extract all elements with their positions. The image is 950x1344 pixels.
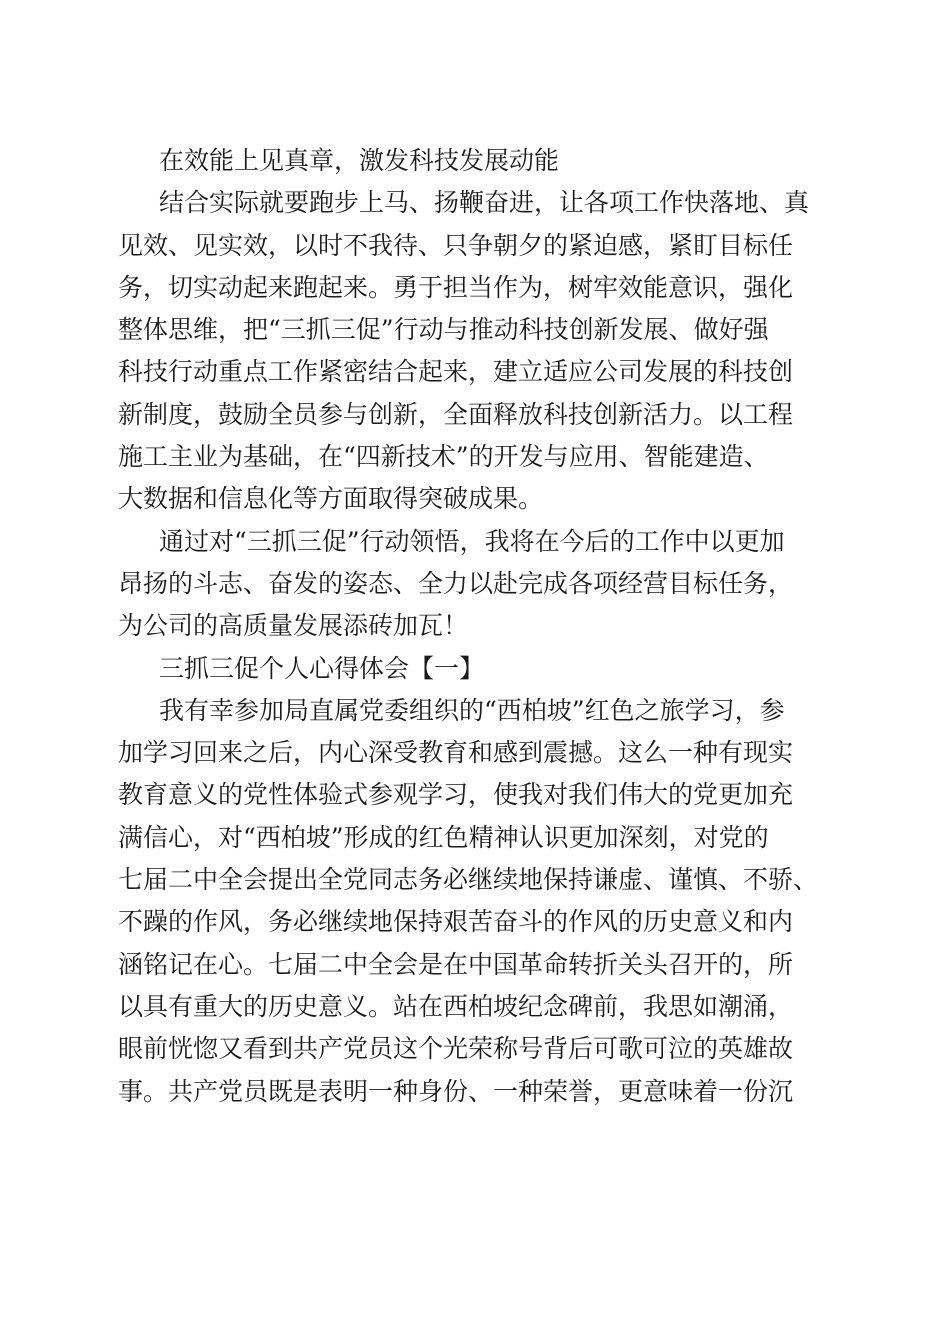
section-heading: 在效能上见真章，激发科技发展动能 — [159, 146, 560, 175]
paragraph-line: 眼前恍惚又看到共产党员这个光荣称号背后可歌可泣的英雄故 — [118, 1034, 794, 1064]
paragraph-line: 为公司的高质量发展添砖加瓦！ — [118, 611, 469, 641]
paragraph-line: 教育意义的党性体验式参观学习，使我对我们伟大的党更加充 — [118, 780, 794, 810]
paragraph-line: 见效、见实效，以时不我待、只争朝夕的紧迫感，紧盯目标任 — [118, 230, 794, 260]
paragraph-line: 事。共产党员既是表明一种身份、一种荣誉，更意味着一份沉 — [118, 1076, 794, 1106]
paragraph-line: 以具有重大的历史意义。站在西柏坡纪念碑前，我思如潮涌， — [118, 991, 794, 1021]
paragraph-line: 通过对“三抓三促”行动领悟，我将在今后的工作中以更加 — [159, 526, 785, 556]
paragraph-line: 涵铭记在心。七届二中全会是在中国革命转折关头召开的，所 — [118, 949, 794, 979]
paragraph-line: 不躁的作风，务必继续地保持艰苦奋斗的作风的历史意义和内 — [118, 907, 794, 937]
paragraph-line: 昂扬的斗志、奋发的姿态、全力以赴完成各项经营目标任务， — [118, 568, 794, 598]
paragraph-line: 满信心，对“西柏坡”形成的红色精神认识更加深刻，对党的 — [118, 822, 769, 852]
document-body — [118, 140, 838, 1113]
paragraph-line: 施工主业为基础，在“四新技术”的开发与应用、智能建造、 — [118, 442, 769, 472]
section-heading: 三抓三促个人心得体会【一】 — [159, 653, 485, 683]
paragraph-line: 七届二中全会提出全党同志务必继续地保持谦虚、谨慎、不骄、 — [118, 865, 819, 895]
paragraph-line: 大数据和信息化等方面取得突破成果。 — [118, 484, 544, 514]
paragraph-line: 结合实际就要跑步上马、扬鞭奋进，让各项工作快落地、真 — [159, 188, 810, 218]
paragraph-line: 科技行动重点工作紧密结合起来，建立适应公司发展的科技创 — [118, 357, 794, 387]
paragraph-line: 加学习回来之后，内心深受教育和感到震撼。这么一种有现实 — [118, 738, 794, 768]
paragraph-line: 新制度，鼓励全员参与创新，全面释放科技创新活力。以工程 — [118, 399, 794, 429]
paragraph-line: 整体思维，把“三抓三促”行动与推动科技创新发展、做好强 — [118, 315, 769, 345]
paragraph-line: 务，切实动起来跑起来。勇于担当作为，树牢效能意识，强化 — [118, 272, 794, 302]
paragraph-line: 我有幸参加局直属党委组织的“西柏坡”红色之旅学习，参 — [159, 695, 785, 725]
